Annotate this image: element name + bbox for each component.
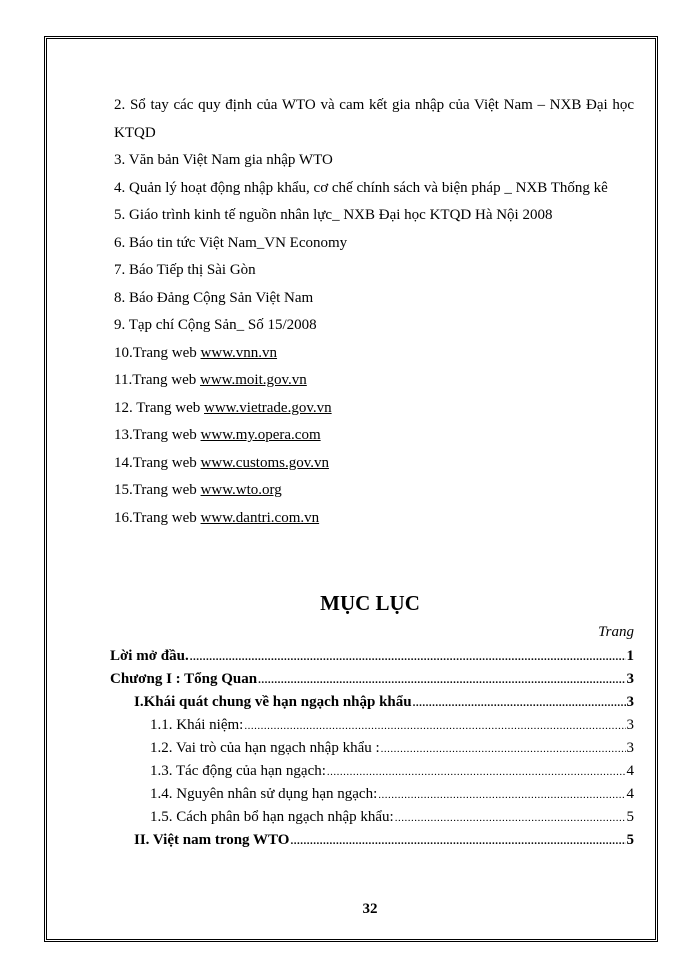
reference-item [114,257,634,285]
reference-item [114,477,634,505]
toc-title: MỤC LỤC [320,591,420,615]
toc-entry[interactable] [110,671,634,694]
toc-leader [378,789,625,801]
toc-leader [381,743,626,755]
toc-entry-label: 1.3. Tác động của hạn ngạch: [150,763,326,779]
toc-entry[interactable] [110,763,634,786]
reference-number: 7. [114,262,126,278]
toc-entry-page: 3 [626,740,634,756]
table-of-contents [110,648,634,855]
reference-text: Quản lý hoạt động nhập khẩu, cơ chế chính sách và biện pháp _ NXB Thống kê [129,179,608,196]
reference-number: 15. [114,482,133,498]
reference-item [114,92,634,147]
reference-text: Sổ tay các quy định của WTO và cam kết gia nhập của Việt Nam – NXB Đại học KTQD [114,97,635,141]
page-number: 32 [362,901,378,917]
reference-text: Văn bản Việt Nam gia nhập WTO [128,152,333,168]
reference-text: Giáo trình kinh tế nguồn nhân lực_ NXB Đại học KTQD Hà Nội 2008 [129,207,553,223]
reference-text: Trang web [132,344,201,361]
toc-entry-label: 1.4. Nguyên nhân sử dụng hạn ngạch: [150,786,378,802]
reference-text: Trang web [132,399,205,416]
toc-entry-page: 3 [626,717,634,733]
reference-number: 10. [114,344,133,361]
toc-leader [244,720,625,732]
reference-number: 12. [114,399,133,416]
reference-item [114,367,634,395]
reference-text: Báo tin tức Việt Nam_VN Economy [129,234,348,251]
reference-item [114,340,634,368]
toc-leader [258,674,625,686]
reference-link[interactable]: www.vietrade.gov.vn [204,399,332,416]
reference-number: 14. [114,454,133,471]
toc-entry-page: 3 [626,694,634,710]
reference-item [114,312,634,340]
toc-leader [395,812,626,824]
reference-number: 8. [114,289,126,306]
toc-entry-page: 4 [626,786,634,802]
reference-number: 9. [114,317,126,333]
toc-entry[interactable] [110,809,634,832]
reference-item [114,422,634,450]
reference-item [114,147,634,175]
reference-item [114,230,634,258]
toc-entry[interactable] [110,717,634,740]
toc-entry-label: 1.2. Vai trò của hạn ngạch nhập khẩu : [150,740,380,756]
reference-link[interactable]: www.dantri.com.vn [200,509,320,526]
toc-leader [190,651,626,663]
reference-number: 11. [114,372,133,388]
reference-number: 2. [114,97,126,113]
toc-entry[interactable] [110,694,634,717]
toc-entry-page: 1 [626,648,634,664]
toc-entry[interactable] [110,648,634,671]
reference-link[interactable]: www.my.opera.com [200,427,321,443]
reference-text: Báo Tiếp thị Sài Gòn [129,262,256,278]
reference-number: 3. [114,152,126,168]
toc-entry-page: 5 [626,832,634,848]
toc-entry-label: Lời mở đầu. [110,648,189,664]
reference-list [114,92,634,532]
reference-item [114,395,634,423]
toc-entry[interactable] [110,740,634,763]
reference-link[interactable]: www.customs.gov.vn [200,454,329,471]
toc-leader [290,835,625,847]
reference-link[interactable]: www.wto.org [200,482,282,498]
reference-text: Tạp chí Cộng Sản_ Số 15/2008 [128,317,317,333]
toc-entry[interactable] [110,786,634,809]
reference-item [114,285,634,313]
reference-number: 13. [114,427,133,443]
reference-link[interactable]: www.moit.gov.vn [199,372,307,388]
toc-entry-page: 5 [626,809,634,825]
toc-entry[interactable] [110,832,634,855]
reference-text: Trang web [132,372,200,388]
reference-number: 6. [114,234,126,251]
reference-text: Trang web [132,482,201,498]
reference-number: 4. [114,179,126,196]
reference-text: Trang web [132,509,201,526]
toc-entry-page: 4 [626,763,634,779]
reference-item [114,450,634,478]
reference-number: 5. [114,207,126,223]
toc-entry-label: Chương I : Tổng Quan [110,671,258,687]
reference-number: 16. [114,509,133,526]
reference-item [114,505,634,533]
toc-entry-label: I.Khái quát chung về hạn ngạch nhập khẩu [134,694,412,710]
toc-page-header: Trang [598,624,634,640]
reference-item [114,202,634,230]
reference-text: Trang web [132,427,201,443]
toc-entry-page: 3 [626,671,634,687]
toc-entry-label: 1.1. Khái niệm: [150,717,244,733]
toc-entry-label: II. Việt nam trong WTO [134,832,290,848]
reference-text: Báo Đảng Cộng Sản Việt Nam [129,289,314,306]
reference-text: Trang web [132,454,201,471]
reference-link[interactable]: www.vnn.vn [200,344,278,361]
reference-item [114,175,634,203]
toc-entry-label: 1.5. Cách phân bổ hạn ngạch nhập khẩu: [150,809,394,825]
toc-leader [327,766,626,778]
toc-leader [413,697,626,709]
